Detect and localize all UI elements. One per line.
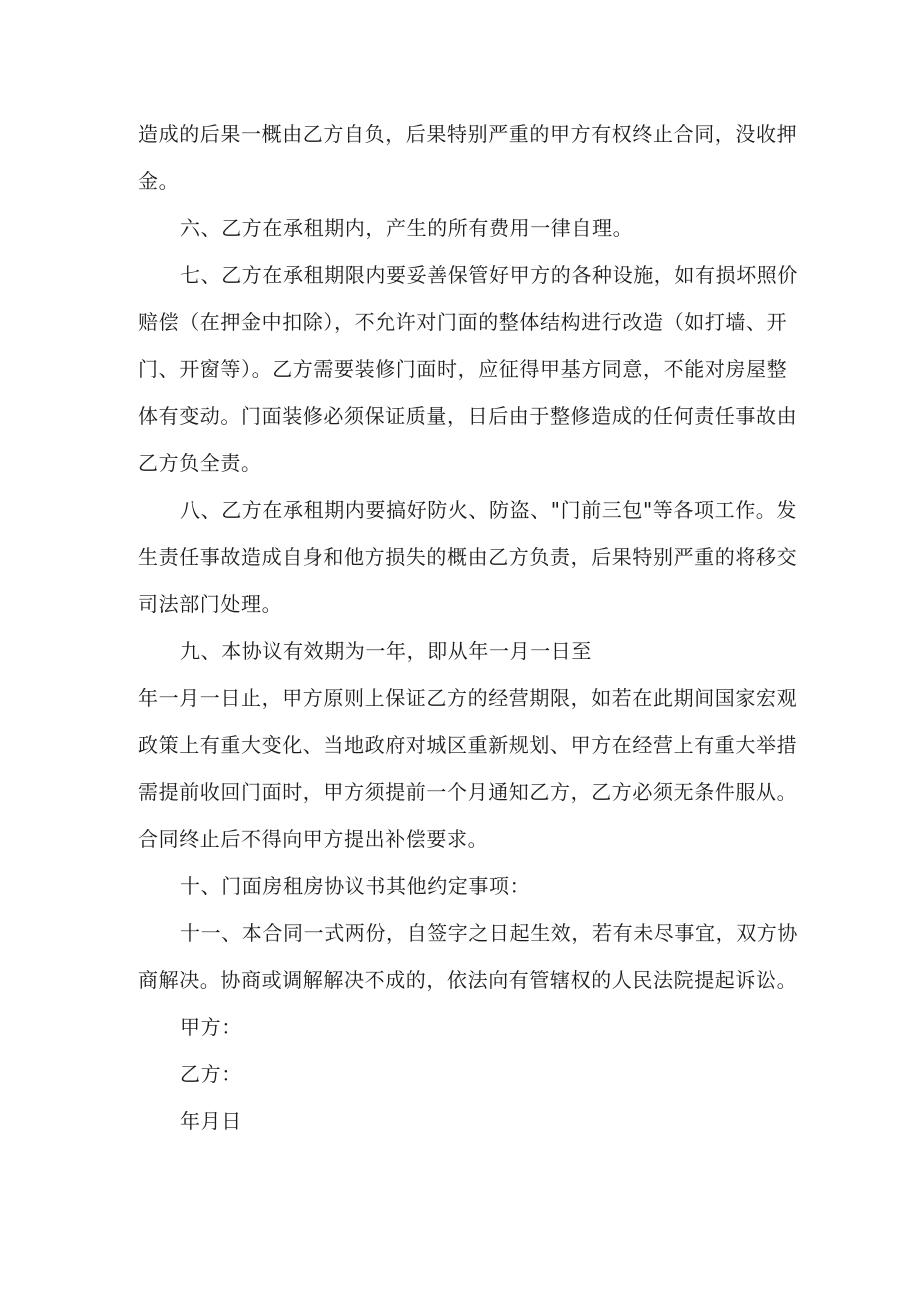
text-line: 生责任事故造成自身和他方损失的概由乙方负责，后果特别严重的将移交	[138, 545, 798, 569]
text-line: 门、开窗等）。乙方需要装修门面时，应征得甲基方同意，不能对房屋整	[138, 357, 788, 381]
text-line: 七、乙方在承租期限内要妥善保管好甲方的各种设施，如有损坏照价	[180, 263, 798, 287]
text-line: 十一、本合同一式两份，自签字之日起生效，若有未尽事宜，双方协	[180, 921, 798, 945]
text-line: 政策上有重大变化、当地政府对城区重新规划、甲方在经营上有重大举措	[138, 733, 798, 757]
text-line: 九、本协议有效期为一年，即从年一月一日至	[180, 639, 592, 663]
text-line: 司法部门处理。	[138, 592, 283, 616]
signature-label-party-a: 甲方：	[180, 1015, 242, 1039]
text-line: 商解决。协商或调解解决不成的，依法向有管辖权的人民法院提起诉讼。	[138, 968, 798, 992]
text-line: 金。	[138, 169, 180, 193]
text-line: 十、门面房租房协议书其他约定事项：	[180, 874, 531, 898]
text-line: 造成的后果一概由乙方自负，后果特别严重的甲方有权终止合同，没收押	[138, 122, 798, 146]
text-line: 体有变动。门面装修必须保证质量，日后由于整修造成的任何责任事故由	[138, 404, 798, 428]
date-line: 年月日	[180, 1109, 242, 1133]
text-line: 八、乙方在承租期内要搞好防火、防盗、"门前三包"等各项工作。发	[180, 498, 797, 522]
text-line: 合同终止后不得向甲方提出补偿要求。	[138, 827, 489, 851]
text-line: 年一月一日止，甲方原则上保证乙方的经营期限，如若在此期间国家宏观	[138, 686, 798, 710]
text-line: 乙方负全责。	[138, 451, 262, 475]
text-line: 需提前收回门面时，甲方须提前一个月通知乙方，乙方必须无条件服从。	[138, 780, 798, 804]
signature-label-party-b: 乙方：	[180, 1062, 242, 1086]
text-line: 赔偿（在押金中扣除），不允许对门面的整体结构进行改造（如打墙、开	[138, 310, 788, 334]
text-line: 六、乙方在承租期内，产生的所有费用一律自理。	[180, 216, 634, 240]
